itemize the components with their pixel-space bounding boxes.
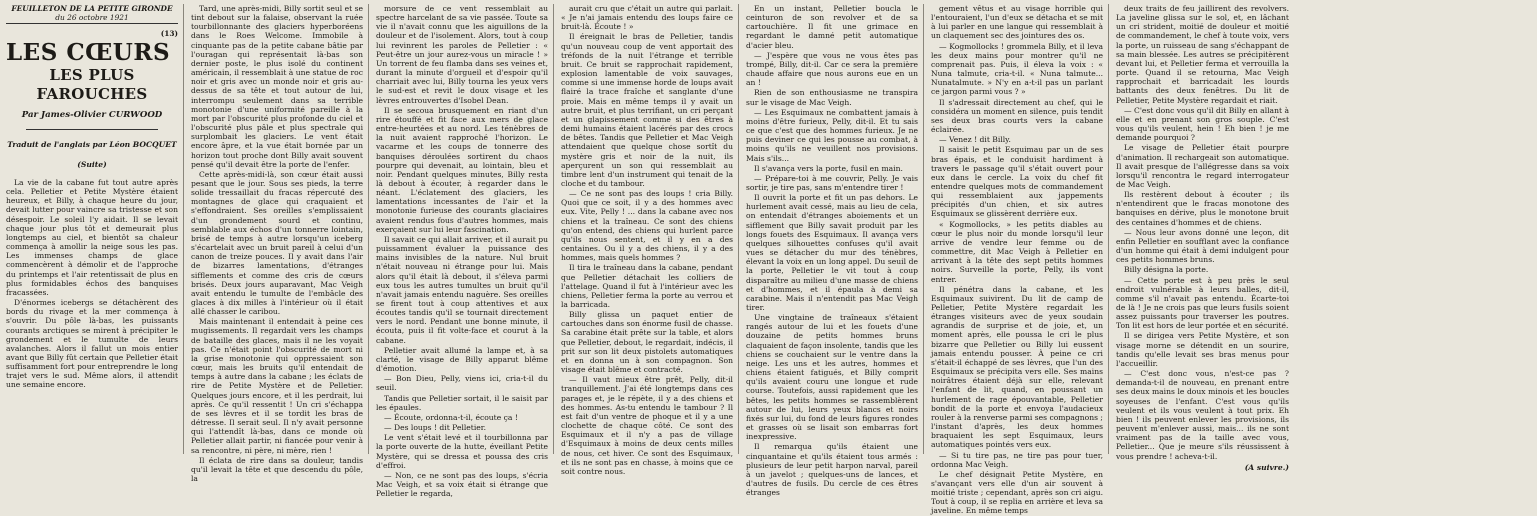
paragraph: — Si tu tire pas, ne tire pas pour tuer, ordonna Mac Veigh. xyxy=(931,450,1103,469)
column-1 xyxy=(6,4,184,454)
paragraph: aurait cru que c'était un autre qui parlait. « Je n'ai jamais entendu des loups faire ce bruit-là. Écoute ! » xyxy=(561,4,733,32)
paragraph: gement vêtus et au visage horrible qui l'entouraient, l'un d'eux se détacha et se mit à lui parler en une langue qui ressemblait à un claquement sec des jointures des os. xyxy=(931,4,1103,41)
paragraph: — Bon Dieu, Pelly, viens ici, cria-t-il du seuil. xyxy=(376,374,548,393)
paragraph: La vie de la cabane fut tout autre après cela. Pelletier et Petite Mystère étaient heureux, et Billy, à chaque heure du jour, devait lutter pour vaincre sa tristesse et son désespoir. Le soleil l'y aidait. Il se levait chaque jour plus tôt et demeurait plus longtemps au ciel, et bientôt sa chaleur commença à amollir la neige sous les pas. Les immenses champs de glace commencèrent à démolir et de l'approche du printemps et l'air retentissait de plus en plus formidables échos des banquises fracassées. xyxy=(6,178,178,297)
column-5 xyxy=(746,4,924,498)
paragraph: — Kogmollocks ! grommela Billy, et il leva les deux mains pour montrer qu'il ne comprenait pas. Puis, il éleva la voix : « Nuna talmute, cria-t-il. « Nuna talmute... Nunatalmute. » N'y en a-t-il pas un parlant ce jargon parmi vous ? » xyxy=(931,41,1103,97)
title-line-1: LES CŒURS xyxy=(6,39,171,66)
paragraph: Le vent s'était levé et il tourbillonna par la porte ouverte de la hutte, éveillant Petite Mystère, qui se dressa et poussa des cris d'effroi. xyxy=(376,433,548,470)
feuilleton-date: du 26 octobre 1921 xyxy=(6,13,178,24)
paragraph: Il s'adressait directement au chef, qui le considéra un moment en silence, puis tendit ses deux bras courts vers la cabane éclairée. xyxy=(931,97,1103,135)
paragraph: morsure de ce vent ressemblait au spectre harcelant de sa vie passée. Toute sa vie il n'avait connu que les aiguillons de la douleur et de l'isolement. Alors, tout à coup lui revinrent les paroles de Pelletier : « Peut-être un jour aurez-vous un miracle ! » Un torrent de feu flamba dans ses veines et, durant la minute d'orgueil et d'espoir qu'il charriait avec lui, Billy tourna les yeux vers le sud-est et revit le doux visage et les lèvres entrouvertes d'Isobel Dean. xyxy=(376,4,548,105)
paragraph: Il s'avança vers la porte, fusil en main. xyxy=(754,163,903,173)
paragraph: Pelletier avait allumé la lampe et, à sa clarté, le visage de Billy apparut blême d'émotion. xyxy=(376,345,548,374)
paragraph: Il tira le traîneau dans la cabane, pendant que Pelletier détachait les colliers de l'attelage. Quand il fut à l'intérieur avec les chiens, Pelletier ferma la porte au verrou et la barricada. xyxy=(561,263,733,309)
paragraph: — Non, ce ne sont pas des loups, s'écria Mac Veigh, et sa voix était si étrange que Pelletier le regarda, xyxy=(376,470,548,499)
paragraph: Mais maintenant il entendait à peine ces mugissements. Il regardait vers les champs de bataille des glaces, mais il ne les voyait pas. Ce n'était point l'obscurité de mort ni la grise monotonie qui oppressaient son cœur, mais les bruits qu'il entendait de temps à autre dans la cabane ; les éclats de rire de Petite Mystère et de Pelletier. Quelques jours encore, et il les perdrait, lui après. Ce qu'il ressentit ! Un cri s'échappa de ses lèvres et il se tordit les bras de détresse. Il serait seul. Il n'y avait personne qui l'attendît là-bas, dans ce monde où Pelletier allait partir, ni fiancée pour venir à sa rencontre, ni père, ni mère, rien ! xyxy=(191,317,363,455)
to-be-continued: (A suivre.) xyxy=(1244,462,1289,472)
paragraph: — Écoute, ordonna-t-il, écoute ça ! xyxy=(384,412,518,422)
paragraph: Billy désigna la porte. xyxy=(1124,265,1209,275)
paragraph: — Cette porte est à peu près le seul endroit vulnérable à leurs balles, dit-il, comme s'il n'avait pas entendu. Écarte-toi de là ! Je ne crois pas que leurs fusils soient assez puissants pour traverser les poutres. Ton lit est hors de leur portée et en sécurité. xyxy=(1116,275,1289,331)
paragraph: — Venez ! dit Billy. xyxy=(939,135,1011,145)
paragraph: Il éreignait le bras de Pelletier, tandis qu'un nouveau coup de vent apportait des tréfonds de la nuit l'étrange et terrible bruit. Ce bruit se rapprochait rapidement, explosion lamentable de voix sauvages, comme si une immense horde de loups avait flairé la trace fraîche et sanglante d'une proie. Mais en même temps il y avait un autre bruit, et plus terrifiant, un cri perçant et un glapissement comme si des êtres à demi humains étaient lacérés par des crocs de bêtes. Tandis que Pelletier et Mac Veigh attendaient que quelque chose sortît du mystère gris et noir de la nuit, ils aperçurent un son qui ressemblait au timbre lent d'un instrument qui tenait de la cloche et du tambour. xyxy=(561,32,733,188)
title-line-2: LES PLUS FAROUCHES xyxy=(36,66,148,103)
paragraph: D'énormes icebergs se détachèrent des bords du rivage et la mer commença à s'ouvrir. Du pôle là-bas, les puissants courants arctiques se mirent à précipiter le grondement et le tumulte de leurs avalanches. Alors il fallut un mois entier avant que Billy fût certain que Pelletier était suffisamment fort pour entreprendre le long trajet vers le sud. Même alors, il attendit une semaine encore. xyxy=(6,298,178,390)
paragraph: Le visage de Pelletier était pourpre d'animation. Il rechargeait son automatique. Il avait presque de l'allégresse dans sa voix lorsqu'il rencontra le regard interrogateur de Mac Veigh. xyxy=(1116,143,1289,189)
paragraph: — C'est donc vous qu'il dit Billy en allant à elle et en prenant son gros souple. C'est vous qu'ils veulent, hein ! Eh bien ! je me demande pourquoi ? xyxy=(1116,105,1289,143)
translator-line: Traduit de l'anglais par Léon BOCQUET xyxy=(7,140,177,149)
author-line: Par James-Olivier CURWOOD xyxy=(21,110,163,120)
paragraph: Billy glissa un paquet entier de cartouches dans son énorme fusil de chasse. Sa carabine était prête sur la table, et alors que Pelletier, debout, le regardait, indécis, il prit sur son lit deux pistolets automatiques et en donna un à son compagnon. Son visage était blême et contracté. xyxy=(561,310,733,375)
paragraph: Le chef désignait Petite Mystère, en s'avançant vers elle d'un air souvent à moitié triste ; cependant, après son cri aigu. Tout à coup, il se replia en arrière et leva sa javeline. En même temps xyxy=(931,469,1103,516)
paragraph: Une vingtaine de traîneaux s'étaient rangés autour de lui et les fouets d'une douzaine de petits hommes bruns claquaient de façon insolente, tandis que les chiens se couchaient sur le ventre dans la neige. Les uns et les autres, hommes et chiens étaient fatigués, et Billy comprit qu'ils avaient couru une longue et rude course. Toutefois, aussi rapidement que les bêtes, les petits hommes se rassemblèrent autour de lui, leurs yeux blancs et noirs fixés sur lui, du fond de leurs figures rondes et grasses où se lisait son embarras fort inexpressive. xyxy=(746,313,918,442)
paragraph: Il saisit le petit Esquimau par un de ses bras épais, et le conduisit hardiment à travers le passage qu'il s'était ouvert pour eux dans le cercle. La voix du chef fit entendre quelques mots de commandement qui ressemblaient aux jappements précipités d'un chien, et six autres Esquimaux se glissèrent derrière eux. xyxy=(931,145,1103,219)
paragraph: Il savait ce qui allait arriver, et il aurait pu puissamment évaluer la puissance des mains invisibles de la nature. Nul bruit n'était nouveau ni étrange pour lui. Mais alors qu'il était là debout, il s'éleva parmi eux tous les autres tumultes un bruit qu'il n'avait jamais entendu naguère. Ses oreilles se firent tout à coup attentives et aux écoutes tandis qu'il se tournait directement vers le nord. Pendant une bonne minute, il écouta, puis il fit volte-face et courut à la cabane. xyxy=(376,234,548,345)
feuilleton-header: FEUILLETON DE LA PETITE GIRONDE xyxy=(11,4,173,13)
paragraph: deux traits de feu jaillirent des revolvers. La javeline glissa sur le sol, et, en lâchant un cri strident, moitié de douleur et moitié de commandement, le chef à toute voix, vers la porte, un ruisseau de sang s'échappant de sa main blessée. Les autres se précipitèrent devant lui, et Pelletier ferma et verrouilla la porte. Quand il se retourna, Mac Veigh rapprochait et barricadait les lourds battants des deux fenêtres. Du lit de Pelletier, Petite Mystère regardait et riait. xyxy=(1116,4,1289,105)
divider-rule xyxy=(26,129,158,130)
column-6 xyxy=(931,4,1109,516)
column-2 xyxy=(191,4,369,483)
paragraph: Tard, une après-midi, Billy sortit seul et se tint debout sur la falaise, observant la ruée tourbillonnante des glaciers hyperboréens dans le Roes Welcome. Immobile à cinquante pas de la petite cabane bâtie par l'ouragan qui représentait là-bas son dernier poste, le plus isolé du continent américain, il ressemblait à une statue de roc noir et gris avec un monde noir et gris au-dessus de sa tête et tout autour de lui, interrompu seulement dans sa terrible monotonie d'une uniformité pareille à la mort par l'obscurité plus profonde du ciel et l'obscurité plus pâle et plus spectrale qui surplombait les glaciers. Le vent était encore âpre, et la vue était bornée par un horizon tout proche dont Billy avait souvent pensé qu'il devait être la porte de l'enfer. xyxy=(191,4,363,169)
paragraph: — J'espère que vous ne vous êtes pas trompé, Billy, dit-il. Car ce sera la première chaude affaire que nous aurons eue en un an ! xyxy=(746,50,918,88)
paragraph: — Les Esquimaux ne combattent jamais à moins d'être furieux, Pelly, dit-il. Et tu sais ce que c'est que des hommes furieux. Je ne puis deviner ce qui les pousse au combat, à moins qu'ils ne veuillent nos provisions. Mais s'ils... xyxy=(746,107,918,163)
paragraph: Il ouvrit la porte et fit un pas dehors. Le hurlement avait cessé, mais au lieu de cela, on entendait d'étranges aboiements et un sifflement que Billy savait produit par les longs fouets des Esquimaux. Il avança vers quelques silhouettes confuses qu'il avait vues se détacher du mur des ténèbres, élevant la voix en un long appel. Du seuil de la porte, Pelletier le vit tout à coup disparaître au milieu d'une masse de chiens et d'hommes, et il épaula à demi sa carabine. Mais il n'entendit pas Mac Veigh tirer. xyxy=(746,193,918,312)
paragraph: Rien de son enthousiasme ne transpira sur le visage de Mac Veigh. xyxy=(746,88,918,107)
paragraph: — Ce ne sont pas des loups ! cria Billy. Quoi que ce soit, il y a des hommes avec eux. Vite, Pelly ! ... dans la cabane avec nos chiens et la traîneau. Ce sont des chiens qu'on entend, des chiens qui hurlent parce qu'ils nous sentent, et il y en a des centaines. Ou il y a des chiens, il y a des hommes, mais quels hommes ? xyxy=(561,189,733,263)
column-4 xyxy=(561,4,739,476)
paragraph: Il remarqua qu'ils étaient une cinquantaine et qu'ils étaient tous armés : plusieurs de leur petit harpon narval, pareil à un javelot ; quelques-uns de lances, et d'autres de fusils. Du cercle de ces êtres étranges xyxy=(746,442,918,498)
paragraph: Cette après-midi-là, son cœur était aussi pesant que le jour. Sous ses pieds, la terre solide tressaillait du fracas répercuté des montagnes de glace qui craquaient et s'effondraient. Ses oreilles s'emplissaient d'un grondement sourd et continu, semblable aux échos d'un tonnerre lointain, brisé de temps à autre lorsqu'un iceberg s'écartelait avec un bruit pareil à celui d'un canon de treize pouces. Il y avait dans l'air de bizarres lamentations, d'étranges sifflements et comme des cris de cœurs brisés. Deux jours auparavant, Mac Veigh avait entendu le tumulte de l'embâcle des glaces à dix milles à l'intérieur où il était allé chasser le caribou. xyxy=(191,169,363,317)
paragraph: Tandis que Pelletier sortait, il le saisit par les épaules. xyxy=(376,393,548,412)
column-7 xyxy=(1116,4,1294,472)
paragraph: Il pénétra dans la cabane, et les Esquimaux suivirent. Du lit de camp de Pelletier, Petite Mystère regardait les étranges visiteurs avec de yeux soudain agrandis de surprise et de joie, et, un moment après, elle poussa le cri le plus bizarre que Pelletier ou Billy lui eussent jamais entendu pousser. À peine ce cri s'était-il échappé de ses lèvres, que l'un des Esquimaux se précipita vers elle. Ses mains noirâtres étaient déjà sur elle, relevant l'enfant de lit, quand, en poussant un hurlement de rage épouvantable, Pelletier bondit de la porte et envoya l'audacieux rouler à la renverse parmi ses compagnons ; l'instant d'après, les deux hommes braquaient les sept Esquimaux, leurs automatiques pointés vers eux. xyxy=(931,284,1103,450)
paragraph: — Des loups ! dit Pelletier. xyxy=(384,423,486,433)
paragraph: — Prépare-toi à me couvrir, Pelly. Je vais sortir, je tire pas, sans m'entendre tirer ! xyxy=(746,173,918,192)
paragraph: « Kogmollocks, » les petits diables au cœur le plus noir du monde lorsqu'il leur arrive de vendre leur femme ou de commettre, dit Mac Veigh à Pelletier en arrivant à la tête des sept petits hommes noirs. Surveille la porte, Pelly, ils vont entrer. xyxy=(931,219,1103,284)
paragraph: Il se secoua brusquement en riant d'un rire étouffé et fit face aux mers de glace entre-heurtées et au nord. Les ténèbres de la nuit avaient rapproché l'horizon. Le vacarme et les coups de tonnerre des banquises déroulées sortirent du chaos pourpre qui devenait, au lointain, bleu et noir. Pendant quelques minutes, Billy resta là debout à écouter, à regarder dans le néant. L'éclatement des glaciers, les lamentations incessantes de l'air et la monotonie furieuse des courants glaciaires avaient rendus fous d'autres hommes, mais exerçaient sur lui leur fascination. xyxy=(376,105,548,234)
paragraph: Il éclata de rire dans sa douleur, tandis qu'il levait la tête et que descendu du pôle, la xyxy=(191,455,363,483)
paragraph: En un instant, Pelletier boucla le ceinturon de son revolver et de sa cartouchière. Il fit une grimace en regardant le damné petit automatique d'acier bleu. xyxy=(746,4,918,50)
paragraph: Il se dirigea vers Petite Mystère, et son visage morne se détendit en un sourire, tandis qu'elle levait ses bras menus pour l'accueillir. xyxy=(1116,331,1289,368)
paragraph: — C'est donc vous, n'est-ce pas ? demanda-t-il de nouveau, en prenant entre ses deux mains le doux minois et les boucles soyeuses de l'enfant. C'est vous qu'ils veulent et ils vous veulent à tout prix. Eh bien ! ils peuvent enlever les provisions, ils peuvent m'enlever aussi, mais... ils ne sont vraiment pas de la taille avec vous, Pelletier... Que je meure s'ils réussissent à vous prendre ! acheva-t-il. xyxy=(1116,369,1289,461)
suite-label: (Suite) xyxy=(77,160,107,169)
column-3 xyxy=(376,4,554,499)
episode-number: (13) xyxy=(160,29,178,38)
paragraph: Ils restèrent debout à écouter ; ils n'entendirent que le fracas monotone des banquises en dérive, plus le monotone bruit des centaines d'hommes et de chiens. xyxy=(1116,190,1289,227)
paragraph: — Il vaut mieux être prêt, Pelly, dit-il tranquillement. J'ai été longtemps dans ces parages et, je le répète, il y a des chiens et des hommes. As-tu entendu le tambour ? Il est fait d'un ventre de phoque et il y a une clochette de chaque côté. Ce sont des Esquimaux et il n'y a pas de village d'Esquimaux à moins de deux cents milles de nous, cet hiver. Ce sont des Esquimaux, et ils ne sont pas en chasse, à moins que ce soit contre nous. xyxy=(561,375,733,476)
paragraph: — Nous leur avons donné une leçon, dit enfin Pelletier en soufflant avec la confiance d'un homme qui était à demi indulgent pour ces petits hommes bruns. xyxy=(1116,227,1289,265)
